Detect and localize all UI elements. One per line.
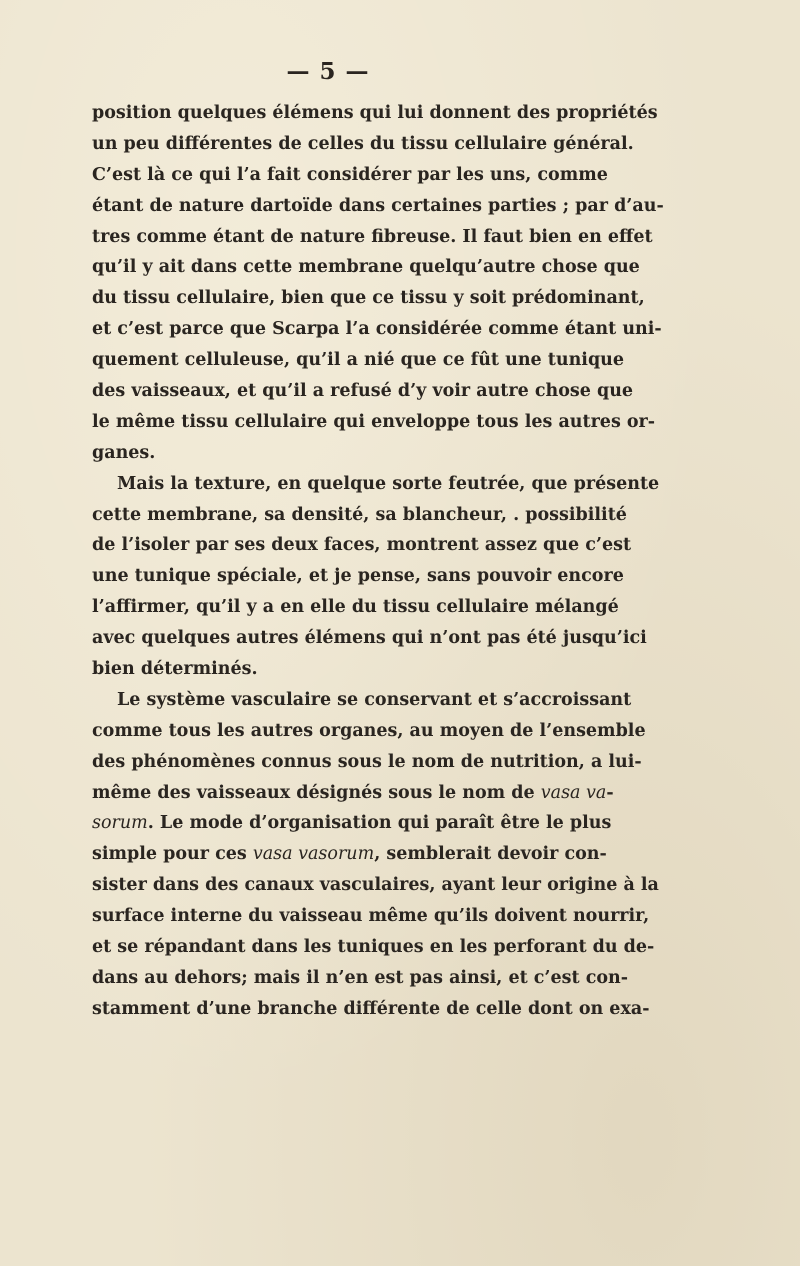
text-line: qu’il y ait dans cette membrane quelqu’autre chose que: [92, 257, 640, 278]
page-number: — 5 —: [286, 58, 370, 85]
text-line: comme tous les autres organes, au moyen de l’ensemble: [92, 720, 646, 741]
body-text: [92, 98, 664, 1025]
text-line: position quelques élémens qui lui donnent des propriétés: [92, 103, 658, 123]
text-line: sister dans des canaux vasculaires, ayant leur origine à la: [92, 875, 659, 896]
text-line: C’est là ce qui l’a fait considérer par les uns, comme: [92, 164, 608, 185]
text-line: simple pour ces vasa vasorum, semblerait devoir con-: [92, 844, 607, 865]
text-line: des vaisseaux, et qu’il a refusé d’y voir autre chose que: [92, 381, 634, 402]
text-line: du tissu cellulaire, bien que ce tissu y soit prédominant,: [92, 288, 645, 309]
text-line: sorum. Le mode d’organisation qui paraît être le plus: [92, 813, 612, 834]
text-line: un peu différentes de celles du tissu cellulaire général.: [92, 133, 634, 154]
text-line: avec quelques autres élémens qui n’ont pas été jusqu’ici: [92, 628, 647, 649]
text-line: ganes.: [92, 442, 156, 463]
text-line: stamment d’une branche différente de celle dont on exa-: [92, 998, 650, 1019]
text-line: même des vaisseaux désignés sous le nom de vasa va-: [92, 782, 614, 803]
text-line: tres comme étant de nature fibreuse. Il faut bien en effet: [92, 226, 653, 247]
text-line: étant de nature dartoïde dans certaines parties ; par d’au-: [92, 195, 664, 216]
paragraph-start-line: Le système vasculaire se conservant et s’accroissant: [117, 689, 632, 710]
text-line: cette membrane, sa densité, sa blancheur, . possibilité: [92, 504, 627, 525]
text-line: bien déterminés.: [92, 659, 258, 680]
paragraph-start-line: Mais la texture, en quelque sorte feutrée, que présente: [117, 473, 660, 494]
text-line: une tunique spéciale, et je pense, sans pouvoir encore: [92, 566, 624, 587]
text-line: dans au dehors; mais il n’en est pas ainsi, et c’est con-: [92, 967, 629, 988]
text-line: de l’isoler par ses deux faces, montrent assez que c’est: [92, 535, 632, 556]
text-line: surface interne du vaisseau même qu’ils doivent nourrir,: [92, 906, 650, 927]
text-line: quement celluleuse, qu’il a nié que ce fût une tunique: [92, 350, 625, 371]
text-line: des phénomènes connus sous le nom de nutrition, a lui-: [92, 751, 642, 772]
text-line: et se répandant dans les tuniques en les perforant du de-: [92, 937, 655, 958]
text-line: le même tissu cellulaire qui enveloppe tous les autres or-: [92, 411, 656, 432]
text-line: l’affirmer, qu’il y a en elle du tissu cellulaire mélangé: [92, 597, 619, 618]
text-line: et c’est parce que Scarpa l’a considérée comme étant uni-: [92, 319, 662, 340]
